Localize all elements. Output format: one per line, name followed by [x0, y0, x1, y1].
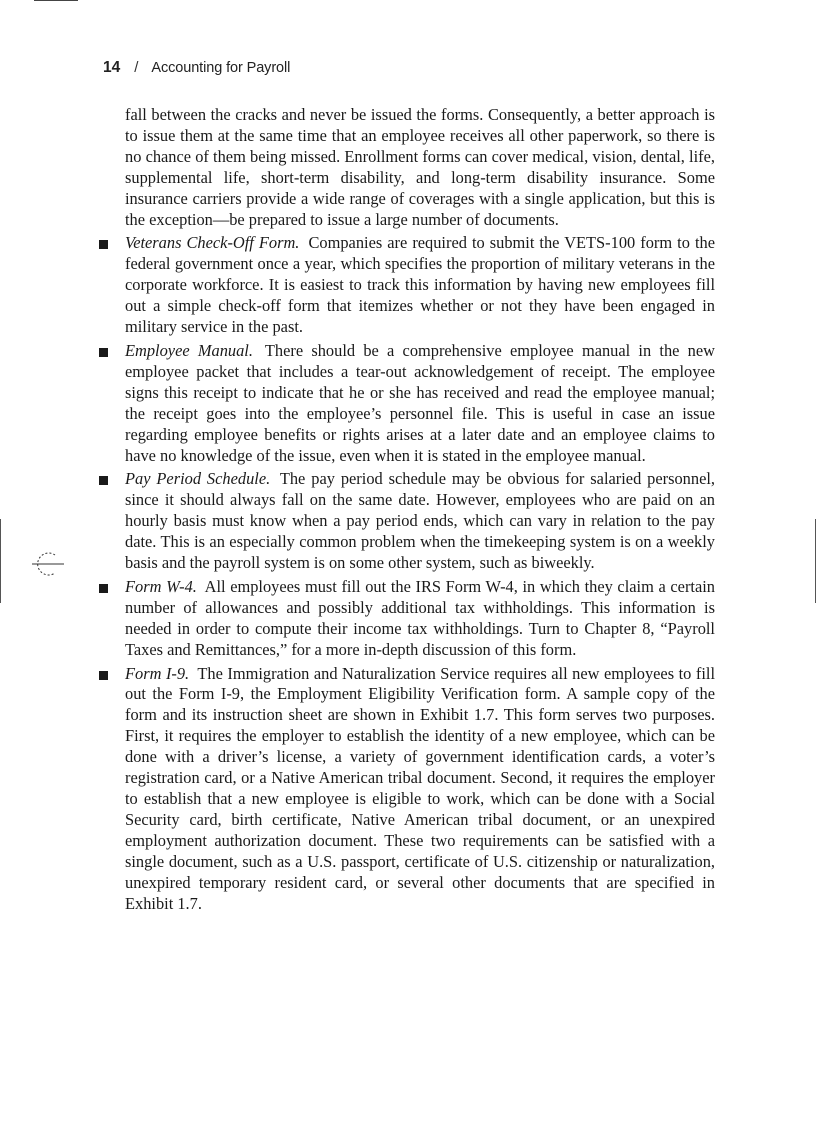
- running-head: [103, 59, 290, 81]
- crop-mark-top: [34, 0, 78, 1]
- square-bullet-icon: [99, 671, 108, 680]
- square-bullet-icon: [99, 584, 108, 593]
- square-bullet-icon: [99, 240, 108, 249]
- item-title: Veterans Check-Off Form.: [125, 233, 300, 253]
- item-text: Companies are required to submit the VETS-100 form to the federal government once a year, which specifies the proportion of military veterans in the corporate workforce. It is easiest to track this information by having new employees fill out a simple check-off form that itemizes whether or not they have been engaged in military service in the past.: [125, 233, 715, 337]
- running-head-separator: /: [134, 59, 139, 76]
- item-title: Employee Manual.: [125, 340, 253, 360]
- item-title: Form I-9.: [125, 663, 190, 683]
- item-text: The Immigration and Naturalization Service requires all new employees to fill out the Form I-9, the Employment Eligibility Verification form. A sample copy of the form and its instruction sheet are shown in Exhibit 1.7. This form serves two purposes. First, it requires the employer to establish the identity of a new employee, which can be done with a driver’s license, a variety of government identification cards, a voter’s registration card, or a Native American tribal document. Second, it requires the employer to establish that a new employee is eligible to work, which can be done with a Social Security card, birth certificate, Native American tribal document, or an unexpired employment authorization document. These two requirements can be satisfied with a single document, such as a U.S. passport, certificate of U.S. citizenship or naturalization, unexpired temporary resident card, or several other documents that are specified in Exhibit 1.7.: [125, 663, 715, 913]
- book-title: Accounting for Payroll: [151, 60, 291, 76]
- item-title: Form W-4.: [125, 576, 197, 596]
- item-text: The pay period schedule may be obvious for salaried personnel, since it should always fall on the same date. However, employees who are paid on an hourly basis must know when a pay period ends, which can vary in relation to the pay date. This is an especially common problem when the timekeeping system is on a weekly basis and the payroll system is on some other system, such as biweekly.: [125, 469, 715, 573]
- list-item: [125, 664, 715, 915]
- continued-paragraph: fall between the cracks and never be issued the forms. Consequently, a better approach is to issue them at the same time that an employee receives all other paperwork, so there is no chance of them being missed. Enrollment forms can cover medical, vision, dental, life, supplemental life, short-term disability, and long-term disability insurance. Some insurance carriers provide a wide range of coverages with a single application, but this is the exception—be prepared to issue a large number of documents.: [125, 105, 715, 229]
- list-item: [125, 469, 715, 574]
- list-item: [125, 341, 715, 466]
- square-bullet-icon: [99, 348, 108, 357]
- square-bullet-icon: [99, 476, 108, 485]
- item-title: Pay Period Schedule.: [125, 469, 271, 489]
- item-text: All employees must fill out the IRS Form W-4, in which they claim a certain number of allowances and possibly additional tax withholdings. This information is needed in order to compute their income tax withholdings. Turn to Chapter 8, “Payroll Taxes and Remittances,” for a more in-depth discussion of this form.: [125, 576, 715, 659]
- crop-mark-left: [0, 519, 1, 603]
- list-item: [125, 577, 715, 661]
- page-number: 14: [103, 59, 121, 76]
- bullet-list: [125, 233, 715, 914]
- item-text: There should be a comprehensive employee manual in the new employee packet that includes a tear-out acknowledgement of receipt. The employee signs this receipt to indicate that he or she has received and read the employee manual; the receipt goes into the employee’s personnel file. This is useful in case an issue regarding employee benefits or rights arises at a later date and an employee claims to have no knowledge of the issue, even when it is stated in the employee manual.: [125, 340, 715, 465]
- page-body: [125, 105, 715, 917]
- list-item: [125, 233, 715, 338]
- registration-mark-icon: [28, 547, 68, 581]
